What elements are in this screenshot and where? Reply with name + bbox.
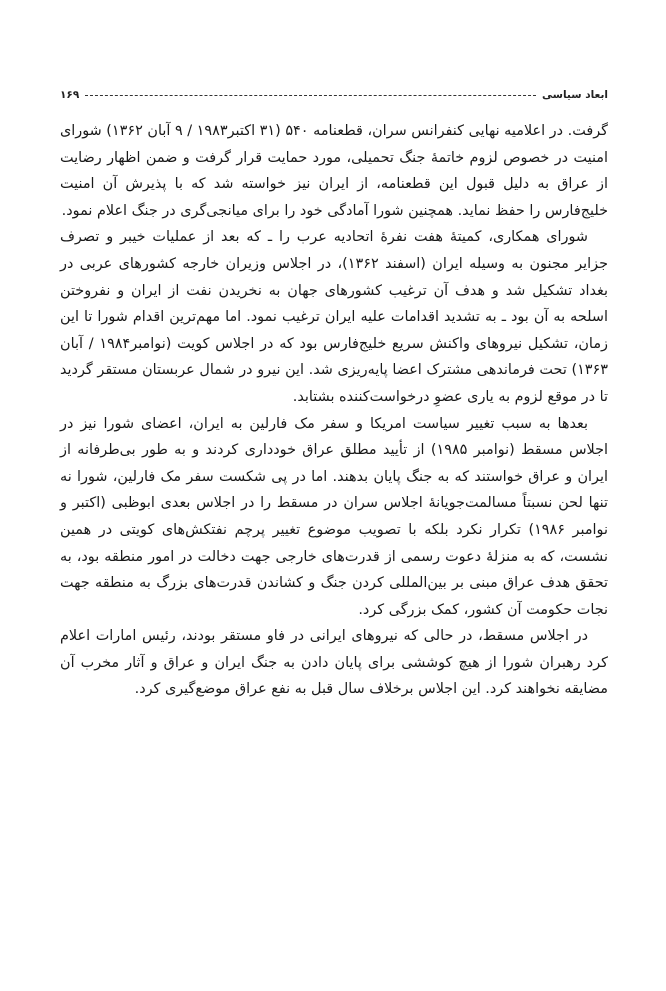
page-number: ۱۶۹ (60, 89, 80, 101)
running-head (60, 86, 608, 104)
running-head-title: ابعاد سیاسی (542, 89, 608, 101)
running-head-rule (85, 95, 536, 96)
paragraph-2: شورای همکاری، کمیتۀ هفت نفرۀ اتحادیه عرب را ـ که بعد از عملیات خیبر و تصرف جزایر مجنون به وسیله ایران (اسفند ۱۳۶۲)، در اجلاس وزیران خارجه کشورهای عربی در بغداد تشکیل شد و هدف آن ترغیب کشورهای جهان به نخریدن نفت از ایران و نفروختن اسلحه به آن بود ـ به تشدید اقدامات علیه ایران ترغیب نمود. اما مهم‌ترین اقدام شورا تا این زمان، تشکیل نیروهای واکنش سریع خلیج‌فارس بود که در اجلاس کویت (نوامبر۱۹۸۴ / آبان ۱۳۶۳) تحت فرماندهی مشترک اعضا پایه‌ریزی شد. این نیرو در شمال عربستان مستقر گردید تا در موقع لزوم به یاری عضوِ درخواست‌کننده بشتابد. (60, 229, 608, 405)
paragraph-4: در اجلاس مسقط، در حالی که نیروهای ایرانی در فاو مستقر بودند، رئیس امارات اعلام کرد رهبران شورا از هیچ کوششی برای پایان دادن به جنگ ایران و عراق و آثار مخرب آن مضایقه نخواهند کرد. این اجلاس برخلاف سال قبل به نفع عراق موضع‌گیری کرد. (60, 628, 608, 698)
paragraph-1: گرفت. در اعلامیه نهایی کنفرانس سران، قطعنامه ۵۴۰ (۳۱ اکتبر۱۹۸۳ / ۹ آبان ۱۳۶۲) شورای امنیت در خصوص لزوم خاتمۀ جنگ تحمیلی، مورد حمایت قرار گرفت و ضمن اظهار رضایت از عراق به دلیل قبول این قطعنامه، از ایران نیز خواسته شد که با پذیرش آن امنیت خلیج‌فارس را حفظ نماید. همچنین شورا آمادگی خود را برای میانجی‌گری در جنگ اعلام نمود. (60, 123, 608, 219)
paragraph-3: بعدها به سبب تغییر سیاست امریکا و سفر مک فارلین به ایران، اعضای شورا نیز در اجلاس مسقط (نوامبر ۱۹۸۵) از تأیید مطلق عراق خودداری کردند و به طور بی‌طرفانه از ایران و عراق خواستند که به جنگ پایان بدهند. اما در پی شکست سفر مک فارلین، شورا نه تنها لحن نسبتاً مسالمت‌جویانۀ اجلاس سران در مسقط را در اجلاس بعدی ابوظبی (اکتبر و نوامبر ۱۹۸۶) تکرار نکرد بلکه با تصویب موضوع تغییر پرچم نفتکش‌های کویتی در همین نشست، که به منزلۀ دعوت رسمی از قدرت‌های خارجی جهت دخالت در امور منطقه بود، به تحقق هدف عراق مبنی بر بین‌المللی کردن جنگ و کشاندن قدرت‌های بزرگ به منطقه جهت نجات حکومت آن کشور، کمک بزرگی کرد. (60, 415, 608, 618)
body-text (60, 118, 608, 703)
